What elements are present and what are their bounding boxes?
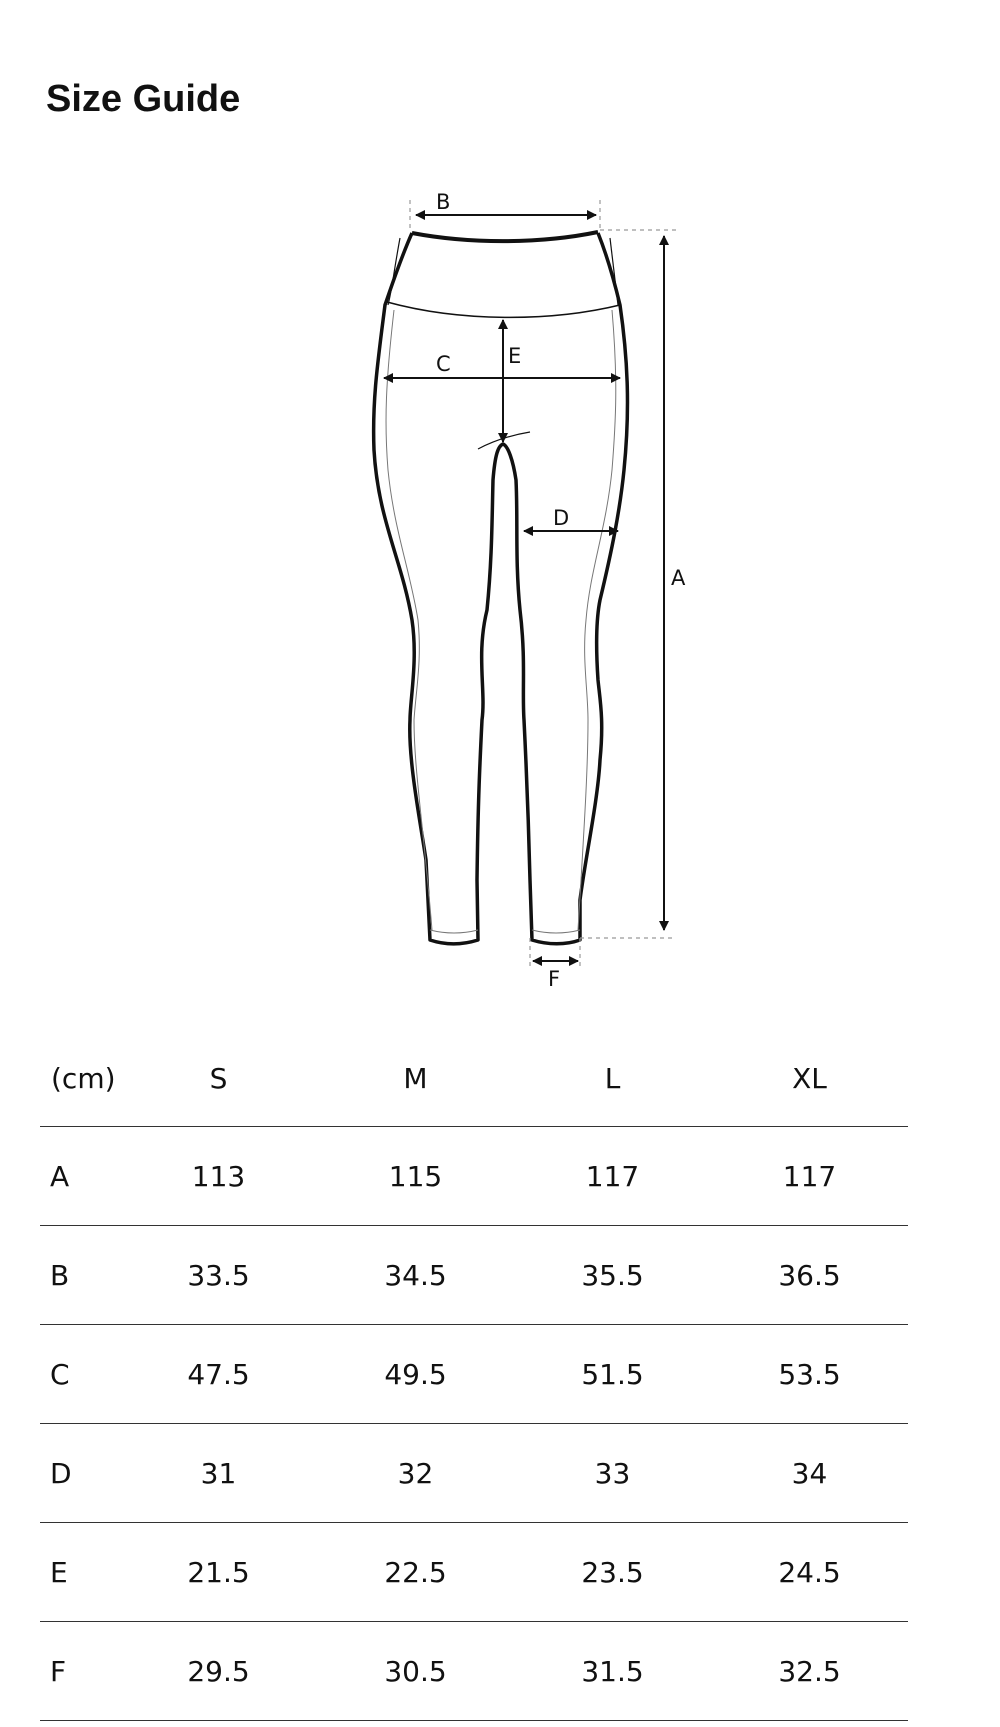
table-cell: 113 (191, 1159, 246, 1193)
row-label: D (50, 1456, 72, 1490)
page-title: Size Guide (46, 78, 241, 120)
row-label: C (50, 1357, 70, 1391)
table-cell: 51.5 (581, 1357, 644, 1391)
table-row (40, 1325, 908, 1424)
table-cell: 32 (397, 1456, 434, 1490)
size-table (40, 1030, 908, 1721)
table-cell: 32.5 (778, 1654, 841, 1688)
table-cell: 49.5 (384, 1357, 447, 1391)
table-cell: 21.5 (187, 1555, 250, 1589)
table-cell: 117 (782, 1159, 837, 1193)
label-f: F (548, 967, 561, 991)
row-label: F (50, 1654, 67, 1688)
table-cell: 29.5 (187, 1654, 250, 1688)
table-cell: 33.5 (187, 1258, 250, 1292)
table-cell: 23.5 (581, 1555, 644, 1589)
table-cell: 31.5 (581, 1654, 644, 1688)
size-header-m: M (403, 1061, 428, 1095)
leggings-diagram (0, 180, 1000, 1000)
row-label: B (50, 1258, 70, 1292)
table-cell: 35.5 (581, 1258, 644, 1292)
table-cell: 53.5 (778, 1357, 841, 1391)
table-cell: 117 (585, 1159, 640, 1193)
label-e: E (508, 344, 522, 368)
leggings-illustration (0, 180, 1000, 1000)
table-cell: 47.5 (187, 1357, 250, 1391)
table-cell: 34 (791, 1456, 828, 1490)
row-label: A (50, 1159, 70, 1193)
unit-label: (cm) (51, 1061, 116, 1095)
table-cell: 34.5 (384, 1258, 447, 1292)
label-b: B (436, 190, 451, 214)
label-c: C (436, 352, 451, 376)
table-row (40, 1127, 908, 1226)
guide-lines (410, 200, 676, 968)
table-row (40, 1622, 908, 1721)
label-a: A (671, 566, 686, 590)
label-d: D (553, 506, 570, 530)
table-cell: 115 (388, 1159, 443, 1193)
table-cell: 33 (594, 1456, 631, 1490)
size-header-l: L (604, 1061, 621, 1095)
size-table-header-row (40, 1030, 908, 1127)
table-cell: 36.5 (778, 1258, 841, 1292)
table-cell: 24.5 (778, 1555, 841, 1589)
table-cell: 30.5 (384, 1654, 447, 1688)
table-row (40, 1226, 908, 1325)
table-cell: 22.5 (384, 1555, 447, 1589)
table-cell: 31 (200, 1456, 237, 1490)
table-row (40, 1424, 908, 1523)
row-label: E (50, 1555, 68, 1589)
size-header-xl: XL (792, 1061, 827, 1095)
leggings-outline (374, 232, 628, 944)
table-row (40, 1523, 908, 1622)
size-header-s: S (209, 1061, 228, 1095)
